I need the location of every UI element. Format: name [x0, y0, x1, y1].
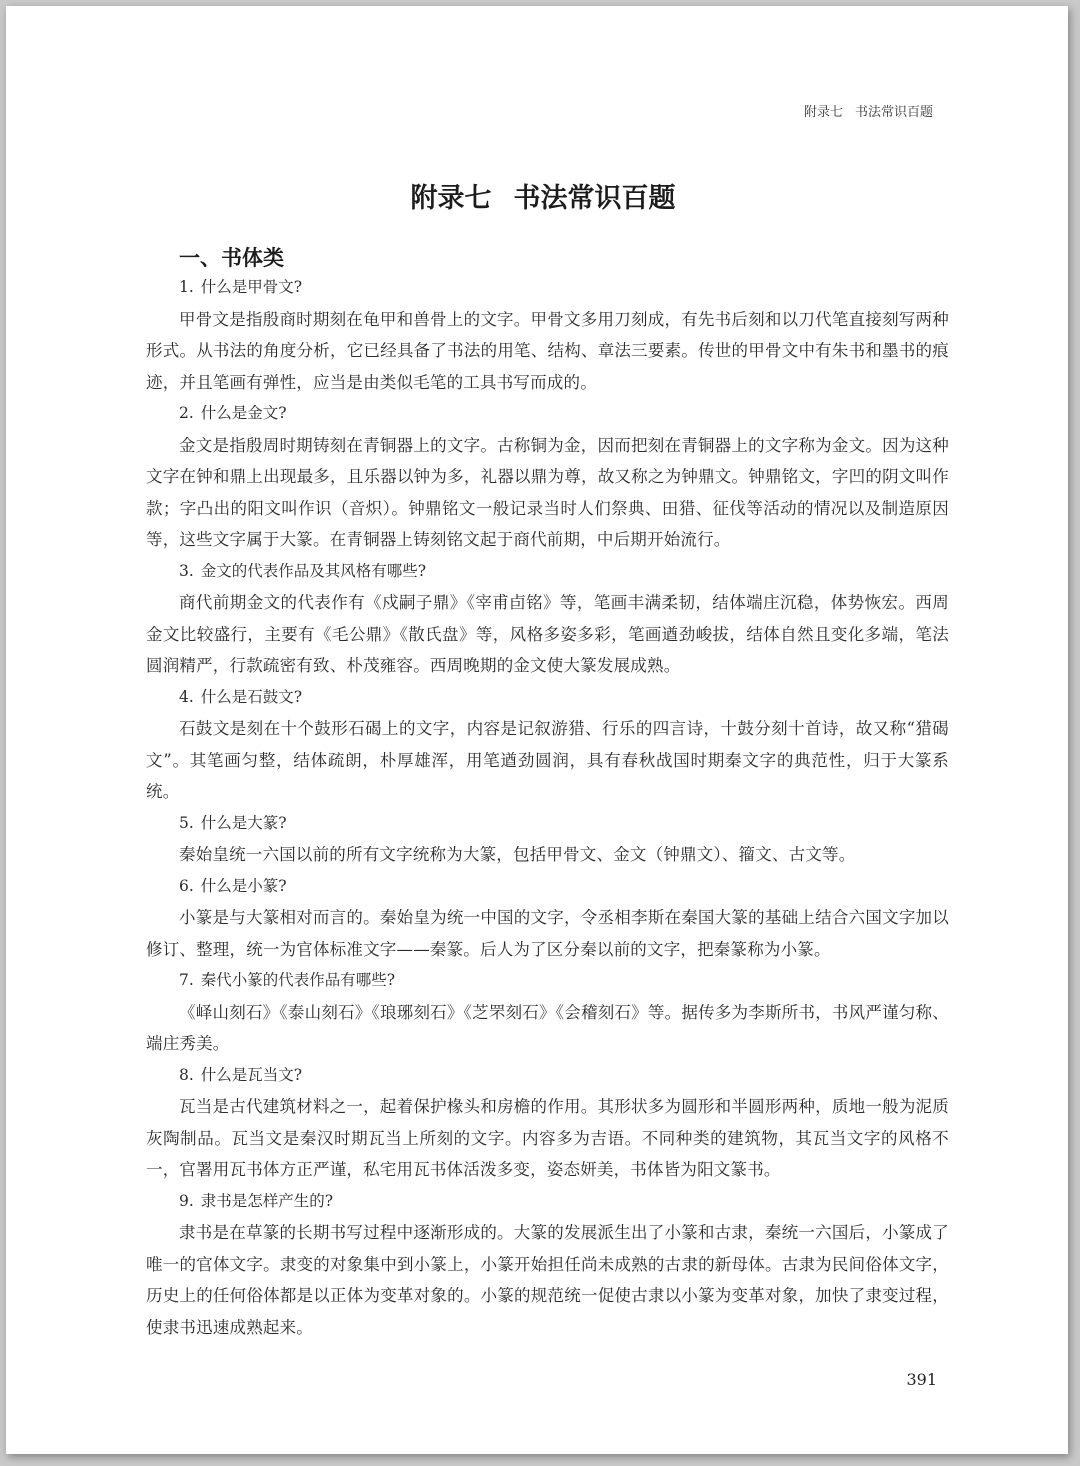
question-text: 金文的代表作品及其风格有哪些? — [200, 561, 427, 580]
answer-9: 隶书是在草篆的长期书写过程中逐渐形成的。大篆的发展派生出了小篆和古隶，秦统一六国后，小篆成了唯一的官体文字。隶变的对象集中到小篆上，小篆开始担任尚未成熟的古隶的新母体。古隶为民间俗体文字，历史上的任何俗体都是以正体为变革对象的。小篆的规范统一促使古隶以小篆为变革对象，加快了隶变过程，使隶书迅速成熟起来。 — [146, 1223, 949, 1337]
answer-7: 《峄山刻石》《泰山刻石》《琅琊刻石》《芝罘刻石》《会稽刻石》等。据传多为李斯所书，书风严谨匀称、端庄秀美。 — [146, 1002, 949, 1053]
title-part: 附录七 — [410, 183, 492, 214]
question-2 — [146, 398, 949, 430]
qa-content — [146, 272, 949, 1343]
question-number: 2. — [179, 404, 194, 422]
question-8 — [146, 1060, 949, 1092]
question-number: 3. — [179, 561, 194, 580]
page-number: 391 — [906, 1370, 937, 1389]
answer-2: 金文是指殷周时期铸刻在青铜器上的文字。古称铜为金，因而把刻在青铜器上的文字称为金文。因为这种文字在钟和鼎上出现最多，且乐器以钟为多，礼器以鼎为尊，故又称之为钟鼎文。钟鼎铭文，字凹的阴文叫作款；字凸出的阳文叫作识（音炽）。钟鼎铭文一般记录当时人们祭典、田猎、征伐等活动的情况以及制造原因等，这些文字属于大篆。在青铜器上铸刻铭文起于商代前期，中后期开始流行。 — [146, 435, 949, 549]
question-4 — [146, 682, 949, 714]
page-title — [6, 176, 1080, 215]
question-number: 7. — [179, 971, 194, 989]
answer-6: 小篆是与大篆相对而言的。秦始皇为统一中国的文字，令丞相李斯在秦国大篆的基础上结合六国文字加以修订、整理，统一为官体标准文字——秦篆。后人为了区分秦以前的文字，把秦篆称为小篆。 — [146, 908, 949, 959]
running-head-title: 书法常识百题 — [854, 105, 933, 120]
question-number: 1. — [179, 278, 194, 296]
book-page — [6, 6, 1068, 1454]
question-text: 隶书是怎样产生的? — [200, 1191, 334, 1210]
question-9 — [146, 1186, 949, 1218]
question-text: 什么是石鼓文? — [200, 687, 303, 706]
question-number: 6. — [179, 876, 194, 895]
title-text: 书法常识百题 — [513, 183, 676, 214]
answer-1: 甲骨文是指殷商时期刻在龟甲和兽骨上的文字。甲骨文多用刀刻成，有先书后刻和以刀代笔直接刻写两种形式。从书法的角度分析，它已经具备了书法的用笔、结构、章法三要素。传世的甲骨文中有朱书和墨书的痕迹，并且笔画有弹性，应当是由类似毛笔的工具书写而成的。 — [146, 309, 949, 392]
running-head-part: 附录七 — [803, 105, 843, 120]
question-text: 什么是瓦当文? — [200, 1065, 303, 1084]
answer-8: 瓦当是古代建筑材料之一，起着保护椽头和房檐的作用。其形状多为圆形和半圆形两种，质地一般为泥质灰陶制品。瓦当文是秦汉时期瓦当上所刻的文字。内容多为吉语。不同种类的建筑物，其瓦当文字的风格不一，官署用瓦书体方正严谨，私宅用瓦书体活泼多变，姿态妍美，书体皆为阳文篆书。 — [146, 1097, 949, 1179]
question-number: 9. — [179, 1191, 194, 1210]
question-number: 4. — [179, 687, 194, 706]
question-5 — [146, 808, 949, 840]
question-1 — [146, 272, 949, 304]
question-text: 秦代小篆的代表作品有哪些? — [200, 971, 396, 989]
answer-5: 秦始皇统一六国以前的所有文字统称为大篆，包括甲骨文、金文（钟鼎文）、籀文、古文等。 — [179, 845, 856, 864]
question-number: 8. — [179, 1065, 194, 1084]
question-7 — [146, 965, 949, 997]
question-number: 5. — [179, 813, 194, 832]
question-text: 什么是小篆? — [200, 876, 287, 895]
answer-4: 石鼓文是刻在十个鼓形石碣上的文字，内容是记叙游猎、行乐的四言诗，十鼓分刻十首诗，故又称“猎碣文”。其笔画匀整，结体疏朗，朴厚雄浑，用笔遒劲圆润，具有春秋战国时期秦文字的典范性，归于大篆系统。 — [146, 719, 949, 801]
section-heading: 一、书体类 — [179, 246, 284, 270]
running-head — [804, 101, 933, 120]
question-text: 什么是大篆? — [200, 813, 287, 832]
question-3 — [146, 556, 949, 588]
question-text: 什么是金文? — [200, 404, 287, 422]
answer-3: 商代前期金文的代表作有《戍嗣子鼎》《宰甫卣铭》等，笔画丰满柔韧，结体端庄沉稳，体势恢宏。西周金文比较盛行，主要有《毛公鼎》《散氏盘》等，风格多姿多彩，笔画遒劲峻拔，结体自然且变化多端，笔法圆润精严，行款疏密有致、朴茂雍容。西周晚期的金文使大篆发展成熟。 — [146, 593, 949, 675]
question-6 — [146, 871, 949, 903]
question-text: 什么是甲骨文? — [200, 278, 303, 296]
